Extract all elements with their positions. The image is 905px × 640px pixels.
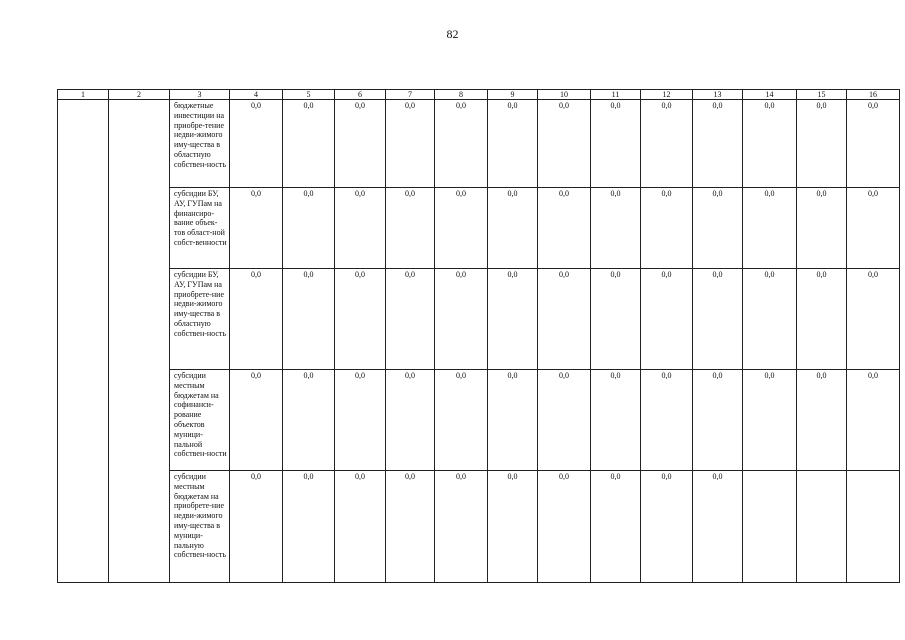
- value-cell: 0,0: [847, 370, 900, 471]
- value-cell: 0,0: [693, 471, 743, 583]
- value-cell: 0,0: [386, 100, 435, 188]
- value-cell: 0,0: [230, 370, 283, 471]
- value-cell: 0,0: [435, 188, 488, 269]
- value-cell: [847, 471, 900, 583]
- cell-col2-merged: [109, 100, 170, 583]
- column-header: 4: [230, 90, 283, 100]
- value-cell: 0,0: [847, 188, 900, 269]
- value-cell: 0,0: [488, 471, 538, 583]
- value-cell: 0,0: [386, 370, 435, 471]
- column-header: 8: [435, 90, 488, 100]
- value-cell: 0,0: [693, 188, 743, 269]
- value-cell: 0,0: [435, 471, 488, 583]
- budget-table: [57, 89, 900, 583]
- value-cell: 0,0: [230, 100, 283, 188]
- column-header: 11: [591, 90, 641, 100]
- value-cell: 0,0: [797, 370, 847, 471]
- table-row: [58, 471, 900, 583]
- value-cell: 0,0: [230, 471, 283, 583]
- value-cell: 0,0: [283, 269, 335, 370]
- column-header: 9: [488, 90, 538, 100]
- value-cell: 0,0: [488, 269, 538, 370]
- value-cell: 0,0: [641, 471, 693, 583]
- value-cell: 0,0: [693, 269, 743, 370]
- value-cell: 0,0: [641, 100, 693, 188]
- value-cell: 0,0: [335, 269, 386, 370]
- value-cell: 0,0: [283, 370, 335, 471]
- value-cell: 0,0: [230, 269, 283, 370]
- value-cell: 0,0: [335, 370, 386, 471]
- column-header: 7: [386, 90, 435, 100]
- column-header: 2: [109, 90, 170, 100]
- column-header: 12: [641, 90, 693, 100]
- column-header: 16: [847, 90, 900, 100]
- value-cell: 0,0: [641, 269, 693, 370]
- value-cell: 0,0: [693, 370, 743, 471]
- column-header: 3: [170, 90, 230, 100]
- value-cell: 0,0: [538, 269, 591, 370]
- value-cell: 0,0: [847, 269, 900, 370]
- cell-col1-merged: [58, 100, 109, 583]
- column-header: 10: [538, 90, 591, 100]
- value-cell: 0,0: [488, 370, 538, 471]
- value-cell: 0,0: [797, 188, 847, 269]
- value-cell: 0,0: [641, 188, 693, 269]
- value-cell: 0,0: [797, 100, 847, 188]
- value-cell: 0,0: [435, 100, 488, 188]
- value-cell: 0,0: [488, 188, 538, 269]
- value-cell: 0,0: [488, 100, 538, 188]
- column-header: 5: [283, 90, 335, 100]
- column-numbers-row: [58, 90, 900, 100]
- column-header: 1: [58, 90, 109, 100]
- row-name-cell: субсидии БУ, АУ, ГУПам на приобрете-ние недви-жимого иму-щества в областную собствен-ность: [170, 269, 230, 370]
- value-cell: 0,0: [335, 100, 386, 188]
- value-cell: 0,0: [538, 188, 591, 269]
- value-cell: 0,0: [743, 269, 797, 370]
- row-name-cell: бюджетные инвестиции на приобре-тение недви-жимого иму-щества в областную собствен-ность: [170, 100, 230, 188]
- column-header: 15: [797, 90, 847, 100]
- page-number: 82: [446, 27, 459, 41]
- value-cell: 0,0: [743, 100, 797, 188]
- value-cell: 0,0: [386, 471, 435, 583]
- table-row: [58, 188, 900, 269]
- value-cell: 0,0: [591, 370, 641, 471]
- value-cell: [797, 471, 847, 583]
- value-cell: [743, 471, 797, 583]
- value-cell: 0,0: [847, 100, 900, 188]
- value-cell: 0,0: [230, 188, 283, 269]
- table-row: [58, 100, 900, 188]
- value-cell: 0,0: [743, 370, 797, 471]
- value-cell: 0,0: [538, 471, 591, 583]
- value-cell: 0,0: [435, 370, 488, 471]
- value-cell: 0,0: [283, 471, 335, 583]
- table-row: [58, 269, 900, 370]
- value-cell: 0,0: [335, 188, 386, 269]
- value-cell: 0,0: [591, 100, 641, 188]
- value-cell: 0,0: [693, 100, 743, 188]
- value-cell: 0,0: [283, 188, 335, 269]
- value-cell: 0,0: [335, 471, 386, 583]
- value-cell: 0,0: [591, 269, 641, 370]
- table-row: [58, 370, 900, 471]
- value-cell: 0,0: [538, 100, 591, 188]
- row-name-cell: субсидии местным бюджетам на приобрете-ние недви-жимого иму-щества в муници-пальную собствен-ность: [170, 471, 230, 583]
- row-name-cell: субсидии БУ, АУ, ГУПам на финансиро-вание объек-тов област-ной собст-венности: [170, 188, 230, 269]
- value-cell: 0,0: [386, 269, 435, 370]
- value-cell: 0,0: [435, 269, 488, 370]
- value-cell: 0,0: [797, 269, 847, 370]
- value-cell: 0,0: [283, 100, 335, 188]
- value-cell: 0,0: [386, 188, 435, 269]
- value-cell: 0,0: [591, 471, 641, 583]
- value-cell: 0,0: [743, 188, 797, 269]
- column-header: 14: [743, 90, 797, 100]
- value-cell: 0,0: [591, 188, 641, 269]
- value-cell: 0,0: [538, 370, 591, 471]
- value-cell: 0,0: [641, 370, 693, 471]
- row-name-cell: субсидии местным бюджетам на софинанси-рование объектов муници-пальной собствен-ности: [170, 370, 230, 471]
- column-header: 6: [335, 90, 386, 100]
- column-header: 13: [693, 90, 743, 100]
